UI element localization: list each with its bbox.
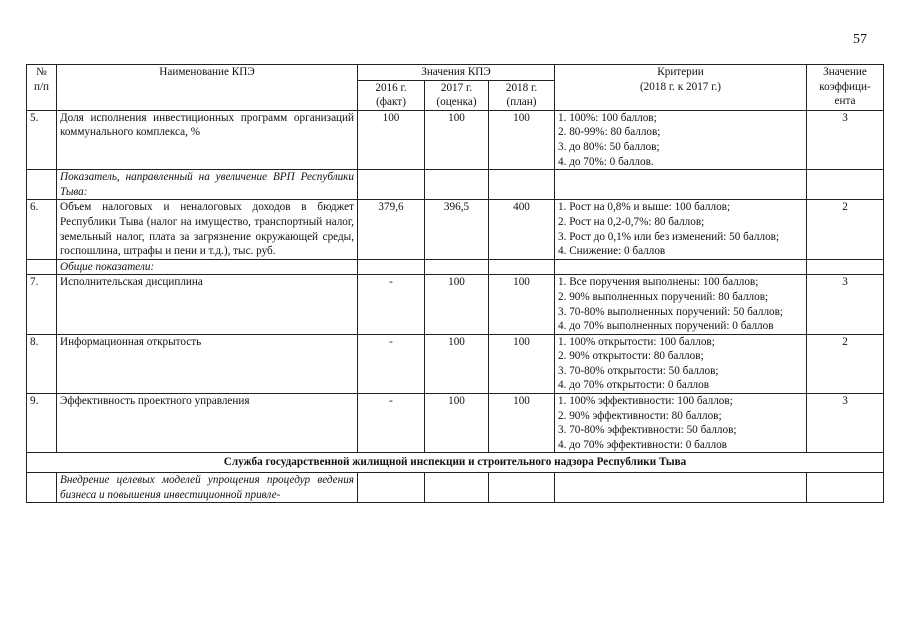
criteria-item: 4. до 70%: 0 баллов. [558,155,654,168]
value-2016: - [358,275,425,334]
table-row [27,334,884,393]
table-row [27,473,884,503]
criteria-item: 4. до 70% открытости: 0 баллов [558,379,710,392]
value-2016: - [358,334,425,393]
header-values-group: Значения КПЭ [358,65,555,81]
value-2017: 100 [425,394,489,453]
criteria-item: 1. Рост на 0,8% и выше: 100 баллов; [558,201,731,214]
criteria-item: 2. Рост на 0,2-0,7%: 80 баллов; [558,215,705,228]
value-2018: 400 [489,200,555,259]
kpi-name: Исполнительская дисциплина [57,275,358,334]
agency-heading-row [27,453,884,473]
section-row [27,170,884,200]
table-row [27,394,884,453]
criteria-item: 1. 100% эффективности: 100 баллов; [558,395,733,408]
criteria-item: 3. 70-80% выполненных поручений: 50 баллов; [558,305,784,318]
header-criteria: Критерии (2018 г. к 2017 г.) [555,65,807,111]
kpi-name: Внедрение целевых моделей упрощения процедур ведения бизнеса и повышения инвестиционной привле- [57,473,358,503]
criteria-cell [555,275,807,334]
coef-value: 3 [807,394,884,453]
page-number: 57 [853,32,867,47]
row-num: 8. [27,334,57,393]
value-2017: 396,5 [425,200,489,259]
criteria-item: 4. до 70% выполненных поручений: 0 баллов [558,320,774,333]
criteria-item: 2. 90% открытости: 80 баллов; [558,350,704,363]
header-2018: 2018 г. (план) [489,80,555,110]
criteria-item: 2. 90% эффективности: 80 баллов; [558,409,722,422]
criteria-cell [555,200,807,259]
criteria-item: 3. Рост до 0,1% или без изменений: 50 баллов; [558,230,780,243]
value-2017: 100 [425,275,489,334]
header-coef: Значение коэффици- ента [807,65,884,111]
header-num: № п/п [27,65,57,111]
section-general-label: Общие показатели: [57,259,358,275]
criteria-cell [555,110,807,169]
criteria-item: 1. Все поручения выполнены: 100 баллов; [558,276,759,289]
criteria-cell [555,334,807,393]
header-name: Наименование КПЭ [57,65,358,111]
criteria-item: 4. Снижение: 0 баллов [558,245,666,258]
criteria-item: 1. 100% открытости: 100 баллов; [558,335,715,348]
row-num: 7. [27,275,57,334]
coef-value: 2 [807,334,884,393]
criteria-item: 2. 80-99%: 80 баллов; [558,126,661,139]
row-num: 9. [27,394,57,453]
section-vrp-label: Показатель, направленный на увеличение ВРП Республики Тыва: [57,170,358,200]
table-row [27,200,884,259]
kpi-name: Эффективность проектного управления [57,394,358,453]
kpi-name: Доля исполнения инвестиционных программ организаций коммунального комплекса, % [57,110,358,169]
kpi-name: Объем налоговых и неналоговых доходов в бюджет Республики Тыва (налог на имущество, транспортный налог, земельный налог, плата за загрязнение окружающей среды, госпошлина, штрафы и пени и т.д.), тыс. руб. [57,200,358,259]
value-2018: 100 [489,334,555,393]
value-2017: 100 [425,334,489,393]
value-2016: - [358,394,425,453]
coef-value: 3 [807,110,884,169]
value-2017: 100 [425,110,489,169]
table-row [27,110,884,169]
value-2016: 379,6 [358,200,425,259]
criteria-item: 3. 70-80% эффективности: 50 баллов; [558,424,737,437]
header-2016: 2016 г. (факт) [358,80,425,110]
criteria-cell [555,394,807,453]
table-row [27,275,884,334]
criteria-item: 2. 90% выполненных поручений: 80 баллов; [558,290,769,303]
value-2016: 100 [358,110,425,169]
value-2018: 100 [489,275,555,334]
agency-heading: Служба государственной жилищной инспекции и строительного надзора Республики Тыва [27,453,884,473]
row-num: 6. [27,200,57,259]
coef-value: 3 [807,275,884,334]
criteria-item: 3. до 80%: 50 баллов; [558,140,660,153]
header-2017: 2017 г. (оценка) [425,80,489,110]
section-row [27,259,884,275]
criteria-item: 1. 100%: 100 баллов; [558,111,657,124]
header-row [27,65,884,81]
coef-value: 2 [807,200,884,259]
criteria-item: 4. до 70% эффективности: 0 баллов [558,438,727,451]
criteria-item: 3. 70-80% открытости: 50 баллов; [558,364,719,377]
row-num: 5. [27,110,57,169]
kpi-name: Информационная открытость [57,334,358,393]
kpi-table [26,64,884,503]
value-2018: 100 [489,394,555,453]
value-2018: 100 [489,110,555,169]
